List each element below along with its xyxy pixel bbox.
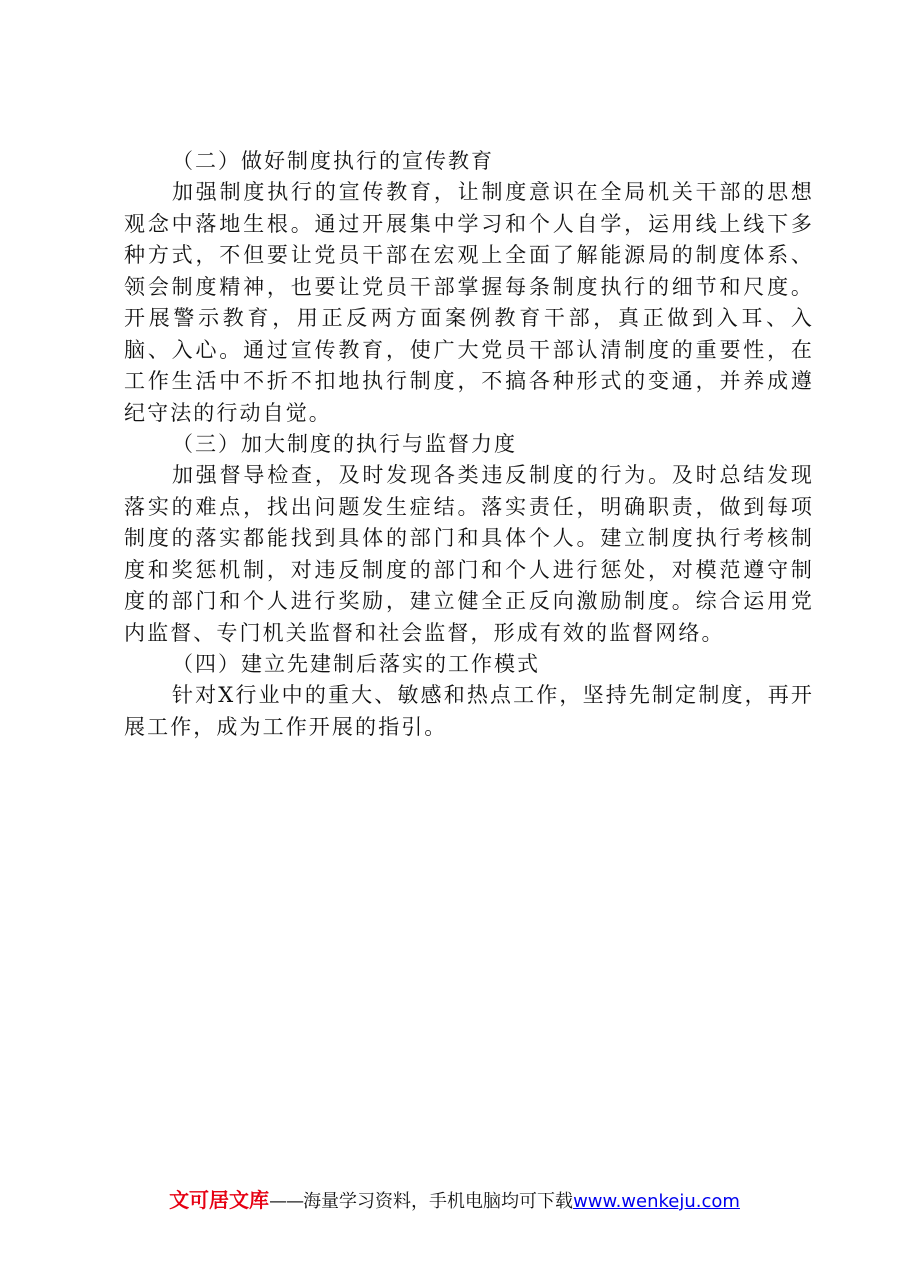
section-heading-4: （四）建立先建制后落实的工作模式: [172, 652, 540, 676]
document-page: [124, 146, 814, 743]
section-body-4: 针对X行业中的重大、敏感和热点工作，坚持先制定制度，再开展工作，成为工作开展的指引。: [124, 683, 814, 739]
section-body-3: 加强督导检查，及时发现各类违反制度的行为。及时总结发现落实的难点，找出问题发生症结。落实责任，明确职责，做到每项制度的落实都能找到具体的部门和具体个人。建立制度执行考核制度和奖惩机制，对违反制度的部门和个人进行惩处，对模范遵守制度的部门和个人进行奖励，建立健全正反向激励制度。综合运用党内监督、专门机关监督和社会监督，形成有效的监督网络。: [124, 463, 814, 645]
section-heading-2: （二）做好制度执行的宣传教育: [172, 149, 494, 173]
section-heading-3: （三）加大制度的执行与监督力度: [172, 432, 517, 456]
footer-link[interactable]: www.wenkeju.com: [573, 1191, 740, 1212]
footer-brand: 文可居文库: [169, 1188, 270, 1212]
footer-banner: [0, 1184, 909, 1213]
footer-text: 海量学习资料，手机电脑均可下载: [303, 1191, 574, 1212]
footer-dash: ——: [269, 1191, 304, 1212]
section-body-2: 加强制度执行的宣传教育，让制度意识在全局机关干部的思想观念中落地生根。通过开展集中学习和个人自学，运用线上线下多种方式，不但要让党员干部在宏观上全面了解能源局的制度体系、领会制度精神，也要让党员干部掌握每条制度执行的细节和尺度。开展警示教育，用正反两方面案例教育干部，真正做到入耳、入脑、入心。通过宣传教育，使广大党员干部认清制度的重要性，在工作生活中不折不扣地执行制度，不搞各种形式的变通，并养成遵纪守法的行动自觉。: [124, 180, 814, 425]
